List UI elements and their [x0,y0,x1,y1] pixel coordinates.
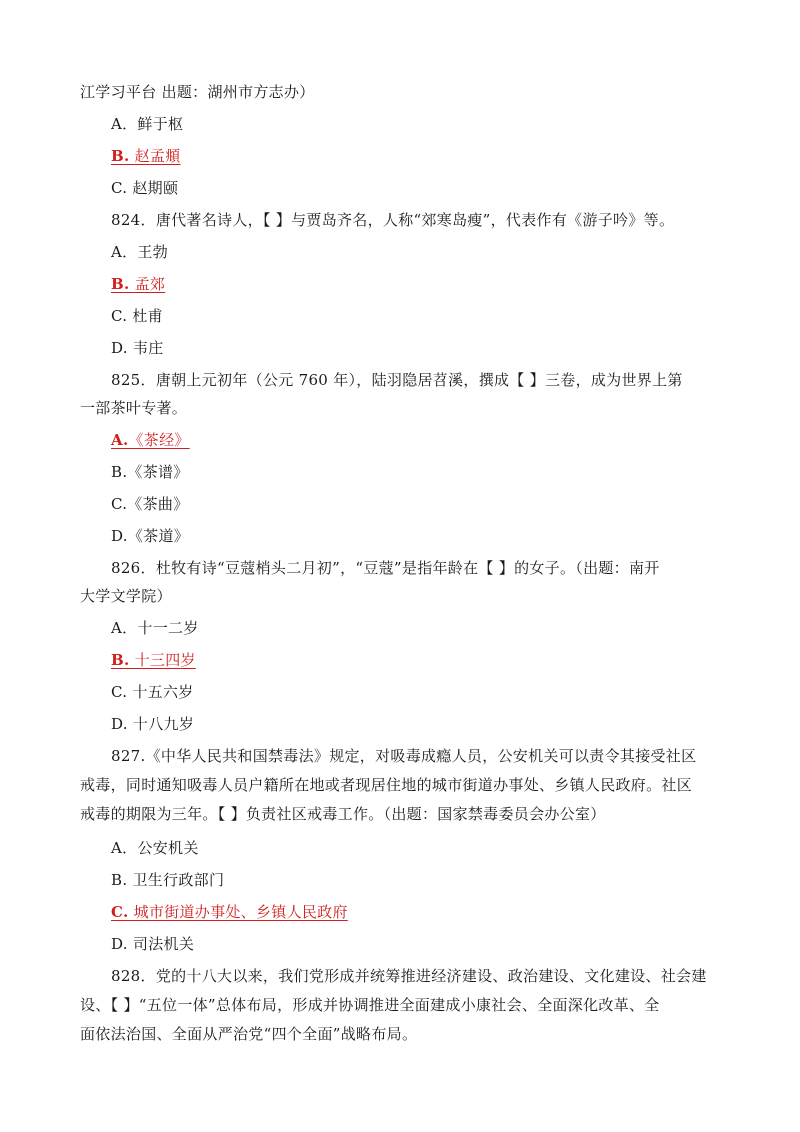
answer-text: 十三四岁 [134,651,196,669]
answer-letter: C. [111,903,129,921]
option-c: C.《茶曲》 [111,495,189,513]
question-824: 824．唐代著名诗人，【 】与贾岛齐名，人称“郊寒岛瘦”，代表作有《游子吟》等。 [111,211,675,229]
option-b-answer [111,650,196,670]
continuation-line: 江学习平台 出题：湖州市方志办） [80,83,315,101]
question-827: 827.《中华人民共和国禁毒法》规定，对吸毒成瘾人员，公安机关可以责令其接受社区 [111,747,697,765]
answer-letter: A. [111,431,129,449]
option-c-answer [111,902,348,922]
option-b-answer [111,146,181,166]
answer-letter: B. [111,147,130,165]
option-b: B.《茶谱》 [111,463,189,481]
option-b: B. 卫生行政部门 [111,871,225,889]
option-c: C. 赵期颐 [111,179,179,197]
answer-text: 孟郊 [134,275,166,293]
option-a: A．鲜于枢 [111,115,184,133]
option-d: D. 十八九岁 [111,715,195,733]
option-a-answer [111,430,190,450]
question-828-continued: 面依法治国、全面从严治党“四个全面”战略布局。 [80,1025,418,1043]
question-826: 826．杜牧有诗“豆蔻梢头二月初”，“豆蔻”是指年龄在【 】的女子。（出题：南开 [111,559,660,577]
question-828: 828．党的十八大以来，我们党形成并统筹推进经济建设、政治建设、文化建设、社会建 [111,967,707,985]
question-826-continued: 大学文学院） [80,587,172,605]
option-a: A．十一二岁 [111,619,199,637]
answer-letter: B. [111,275,130,293]
option-a: A．王勃 [111,243,169,261]
question-828-continued: 设、【 】“五位一体”总体布局，形成并协调推进全面建成小康社会、全面深化改革、全 [80,996,660,1014]
option-c: C. 十五六岁 [111,683,194,701]
question-827-continued: 戒毒的期限为三年。【 】负责社区戒毒工作。（出题：国家禁毒委员会办公室） [80,805,606,823]
question-825: 825．唐朝上元初年（公元 760 年），陆羽隐居苕溪，撰成【 】三卷，成为世界上第 [111,371,683,389]
option-b-answer [111,274,165,294]
option-d: D. 司法机关 [111,935,195,953]
question-825-continued: 一部茶叶专著。 [80,399,188,417]
answer-text: 《茶经》 [128,431,190,449]
answer-text: 城市街道办事处、乡镇人民政府 [133,903,348,921]
answer-text: 赵孟頫 [134,147,181,165]
option-a: A．公安机关 [111,839,199,857]
option-d: D.《茶道》 [111,527,190,545]
question-827-continued: 戒毒，同时通知吸毒人员户籍所在地或者现居住地的城市街道办事处、乡镇人民政府。社区 [80,776,693,794]
option-d: D. 韦庄 [111,339,164,357]
answer-letter: B. [111,651,130,669]
option-c: C. 杜甫 [111,307,163,325]
